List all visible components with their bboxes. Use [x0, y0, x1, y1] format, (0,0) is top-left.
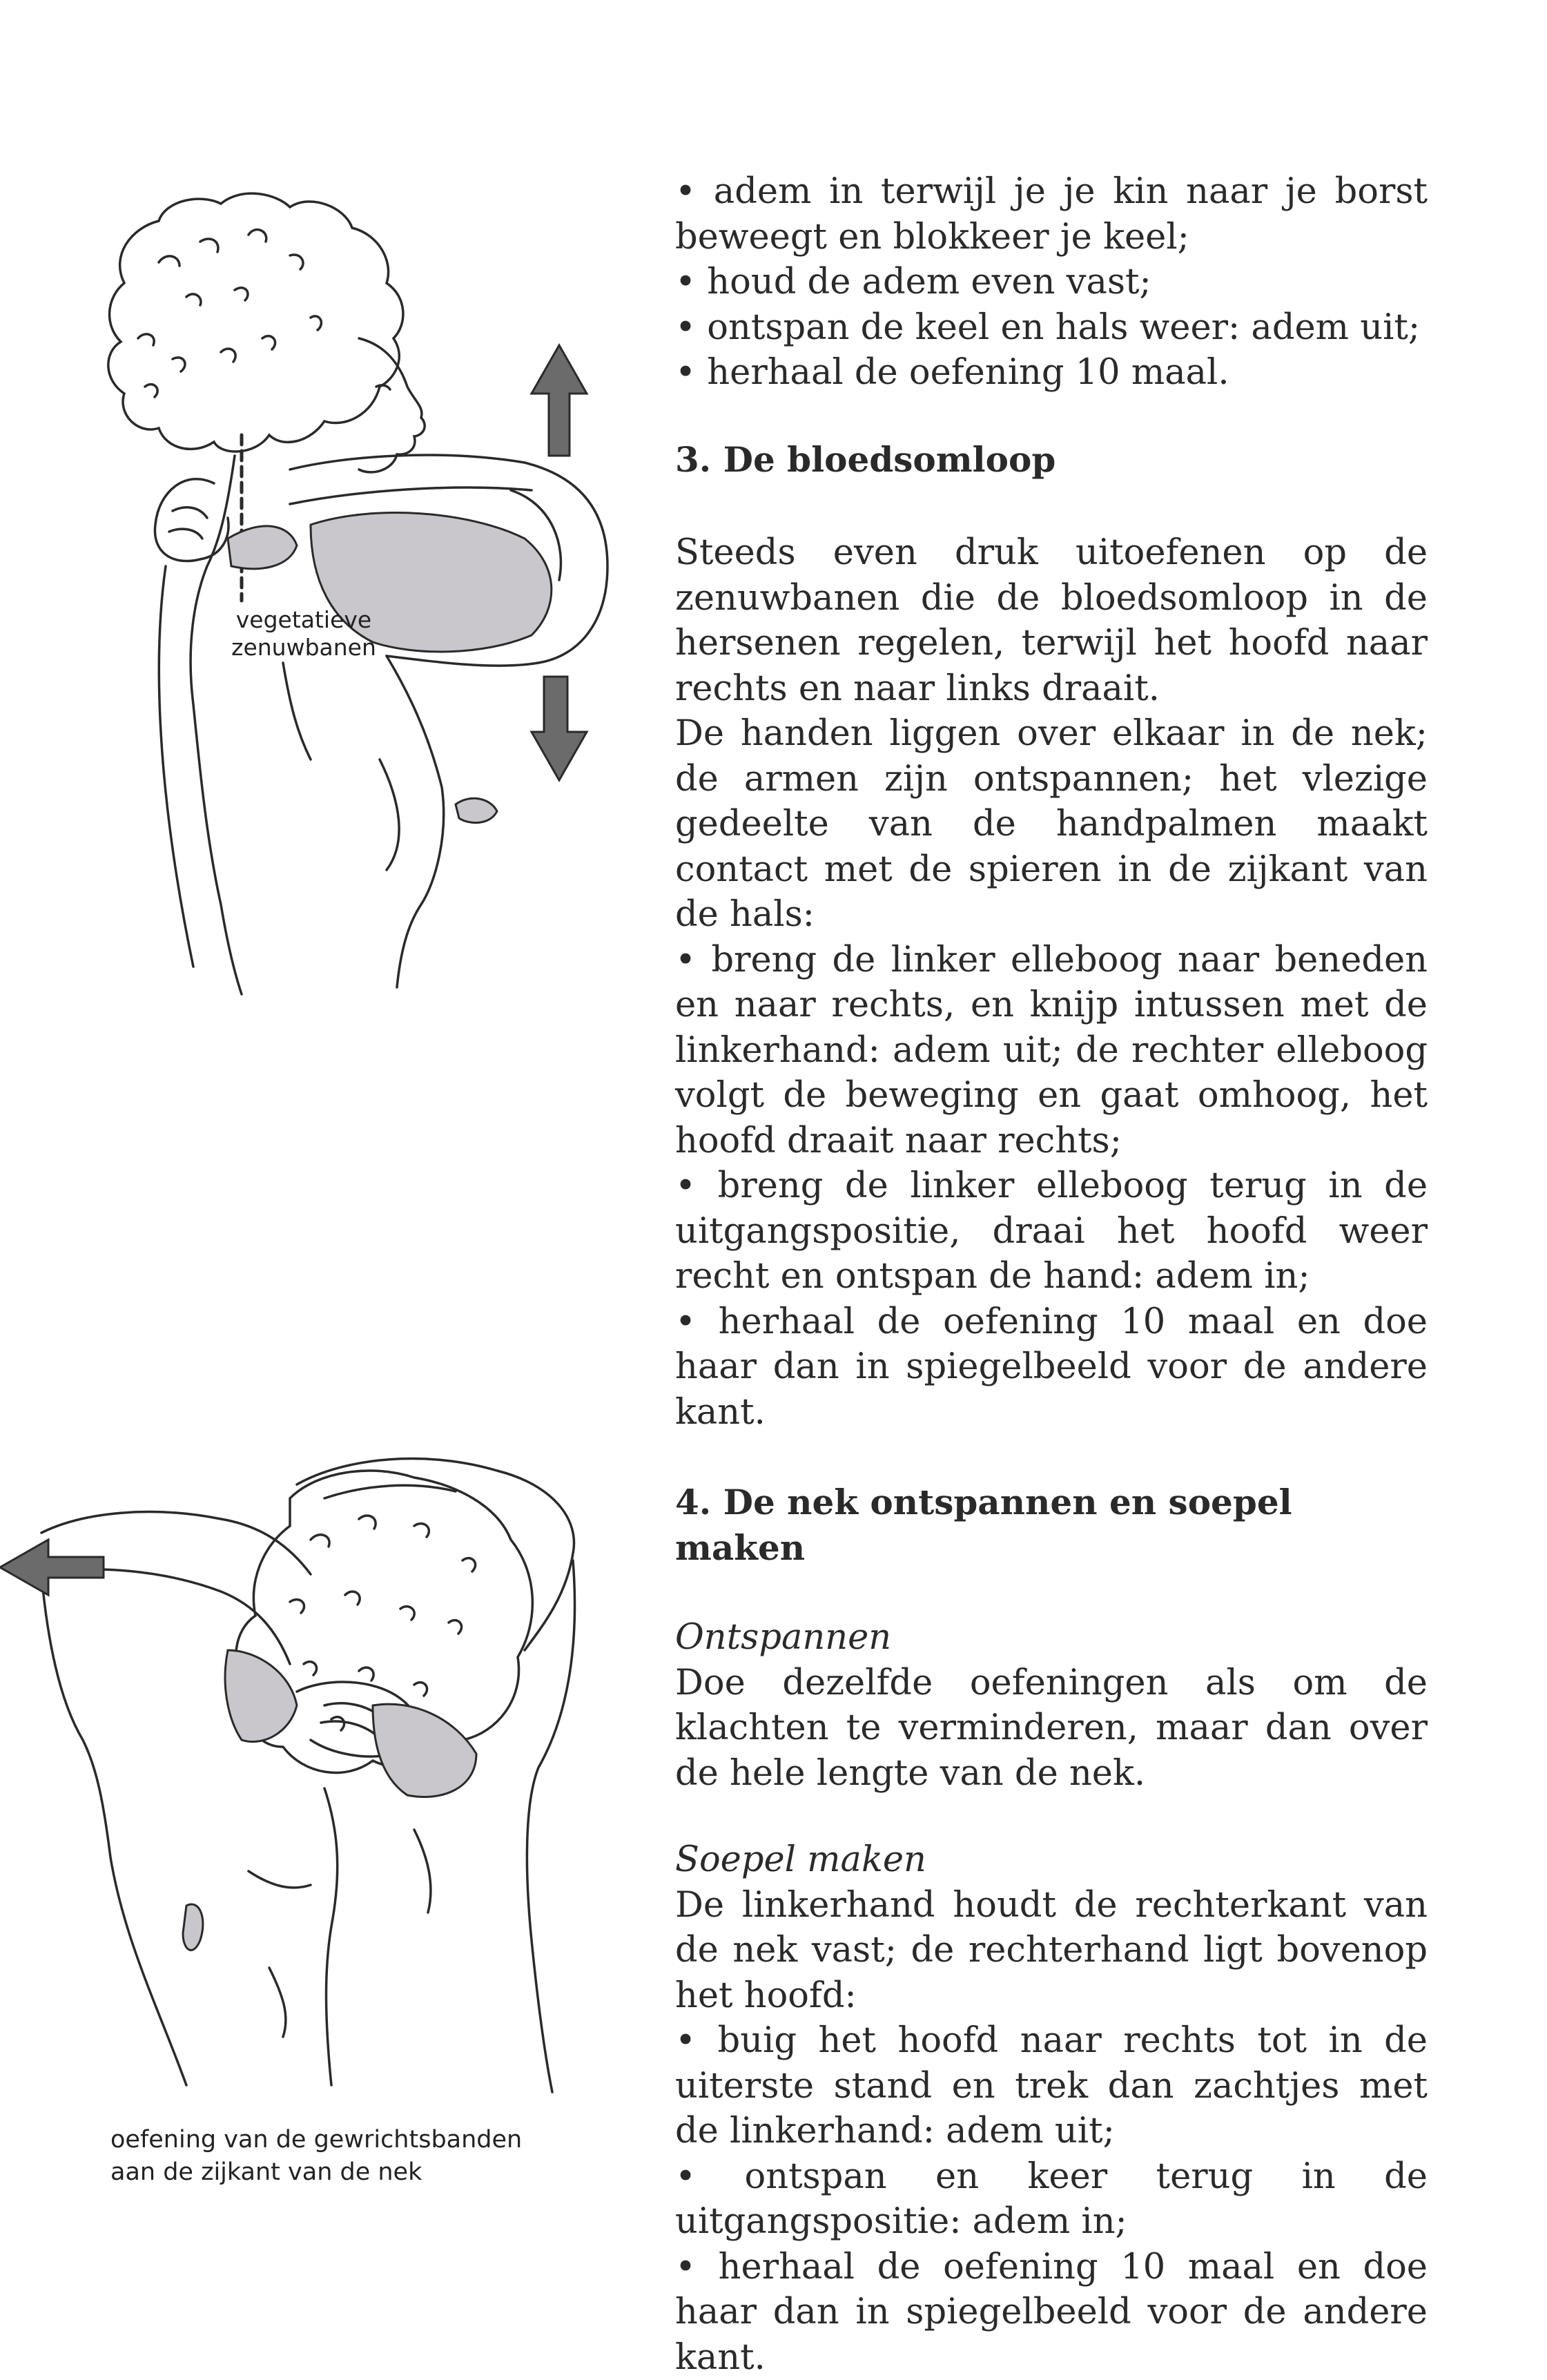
section4-sub1-text: Doe dezelfde oefeningen als om de klachten te verminderen, maar dan over de hele lengte van de nek.: [675, 1661, 1428, 1797]
section4-heading: 4. De nek ontspannen en soepel maken: [675, 1480, 1428, 1570]
section3-bullet-3: • herhaal de oefening 10 maal en doe haar dan in spiegelbeeld voor de andere kant.: [675, 1299, 1428, 1435]
figure-top-illustration: [83, 180, 621, 1001]
figure2-caption-line2: aan de zijkant van de nek: [110, 2156, 594, 2189]
figure1-label: [214, 606, 393, 661]
intro-bullet-1: • adem in terwijl je je kin naar je borst beweegt en blokkeer je keel;: [675, 169, 1428, 260]
section4-bullet-1: • buig het hoofd naar rechts tot in de uiterste stand en trek dan zachtjes met de linkerhand: adem uit;: [675, 2018, 1428, 2154]
section3-paragraph1: Steeds even druk uitoefenen op de zenuwbanen die de bloedsomloop in de hersenen regelen, terwijl het hoofd naar rechts en naar links draait.: [675, 530, 1428, 711]
figure1-label-line2: zenuwbanen: [214, 634, 393, 661]
section3-paragraph2: De handen liggen over elkaar in de nek; de armen zijn ontspannen; het vlezige gedeelte van de handpalmen maakt contact met de spieren in de zijkant van de hals:: [675, 711, 1428, 938]
text-column: [675, 169, 1428, 2380]
section4-sub2-text: De linkerhand houdt de rechterkant van de nek vast; de rechterhand ligt bovenop het hoofd:: [675, 1883, 1428, 2019]
shaded-region-hand: [228, 526, 297, 569]
figure2-caption: [110, 2124, 594, 2189]
shaded-region-neck: [373, 1704, 476, 1797]
section3-bullet-1: • breng de linker elleboog naar beneden en naar rechts, en knijp intussen met de linkerhand: adem uit; de rechter elleboog volgt de beweging en gaat omhoog, het hoofd draait naar rechts;: [675, 938, 1428, 1164]
figure1-label-line1: vegetatieve: [214, 606, 393, 634]
section4-bullet-3: • herhaal de oefening 10 maal en doe haar dan in spiegelbeeld voor de andere kant.: [675, 2245, 1428, 2380]
shaded-region-armpit-left: [225, 1650, 297, 1742]
section4-bullet-2: • ontspan en keer terug in de uitgangspositie: adem in;: [675, 2154, 1428, 2245]
figure-bottom-illustration: [0, 1443, 656, 2099]
left-arrow-icon: [0, 1540, 104, 1595]
intro-bullet-4: • herhaal de oefening 10 maal.: [675, 350, 1428, 396]
up-arrow-icon: [532, 345, 587, 456]
section4-sub2-title: Soepel maken: [675, 1837, 1428, 1883]
section3-heading: 3. De bloedsomloop: [675, 437, 1428, 483]
figure2-caption-line1: oefening van de gewrichtsbanden: [110, 2124, 594, 2156]
intro-bullet-2: • houd de adem even vast;: [675, 260, 1428, 305]
intro-bullet-3: • ontspan de keel en hals weer: adem uit;: [675, 305, 1428, 351]
woman-arms-raised-illustration: [83, 180, 621, 1001]
woman-back-head-tilt-illustration: [0, 1443, 656, 2099]
section4-sub1-title: Ontspannen: [675, 1615, 1428, 1661]
down-arrow-icon: [532, 677, 587, 780]
section3-bullet-2: • breng de linker elleboog terug in de uitgangspositie, draai het hoofd weer recht en ontspan de hand: adem in;: [675, 1163, 1428, 1299]
hair-outline: [108, 193, 403, 452]
